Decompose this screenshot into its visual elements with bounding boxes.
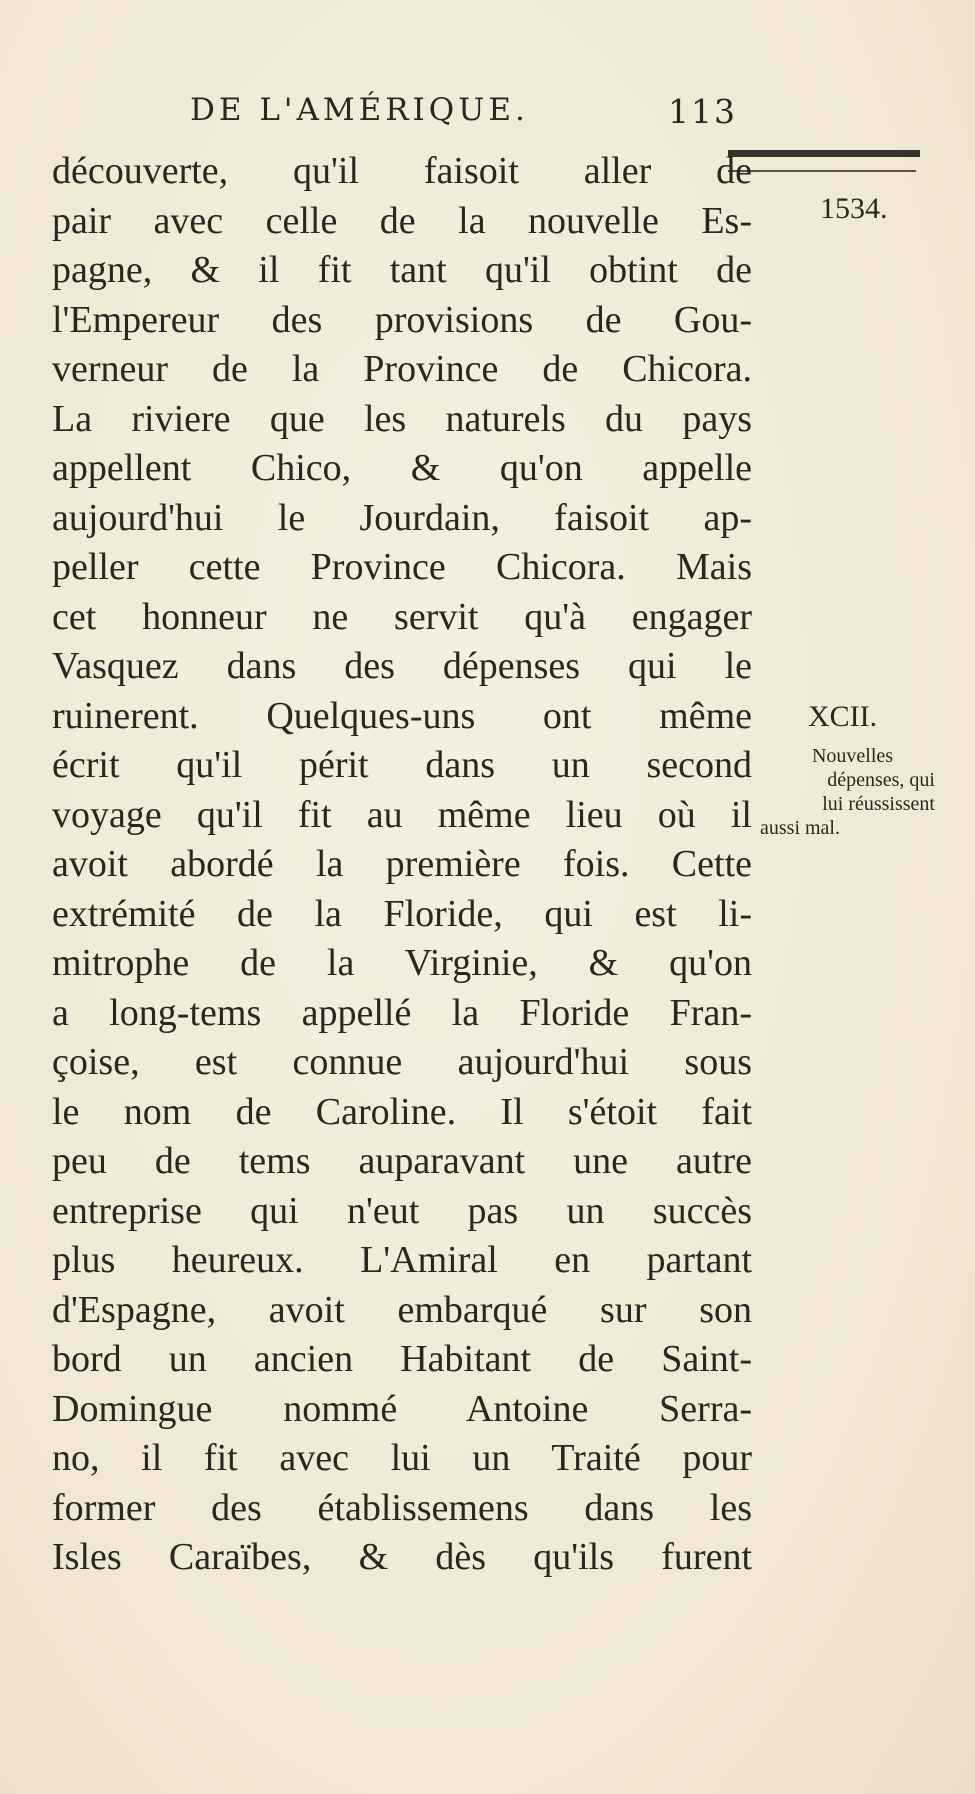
text-line: peller cette Province Chicora. Mais xyxy=(52,546,752,588)
margin-ornament-line xyxy=(728,170,916,172)
text-line: d'Espagne, avoit embarqué sur son xyxy=(52,1288,752,1331)
text-line: verneur de la Province de Chicora. xyxy=(52,348,752,390)
sidenote-line: aussi mal. xyxy=(760,817,840,839)
text-line: mitrophe de la Virginie, & qu'on xyxy=(52,942,752,984)
text-line: Vasquez dans des dépenses qui le xyxy=(52,645,752,687)
text-line: Domingue nommé Antoine Serra- xyxy=(52,1387,752,1430)
text-line: le nom de Caroline. Il s'étoit fait xyxy=(52,1090,752,1133)
sidenote-line: Nouvelles xyxy=(811,745,894,767)
text-line: avoit abordé la première fois. Cette xyxy=(52,843,752,885)
text-line: entreprise qui n'eut pas un succès xyxy=(52,1189,752,1232)
body-text xyxy=(52,147,752,1583)
page-number: 113 xyxy=(668,92,737,131)
text-line: a long-tems appellé la Floride Fran- xyxy=(52,991,752,1034)
text-line: former des établissemens dans les xyxy=(52,1486,752,1529)
text-line: çoise, est connue aujourd'hui sous xyxy=(52,1041,752,1083)
sidenote-line: lui réussissent xyxy=(822,793,935,815)
text-line: bord un ancien Habitant de Saint- xyxy=(52,1338,752,1380)
margin-sidenote xyxy=(760,744,935,840)
text-line: pair avec celle de la nouvelle Es- xyxy=(52,199,752,242)
sidenote-line: dépenses, qui xyxy=(827,769,935,791)
text-line: plus heureux. L'Amiral en partant xyxy=(52,1239,752,1281)
margin-section-number: XCII. xyxy=(808,700,878,733)
text-line: découverte, qu'il faisoit aller de xyxy=(52,150,752,192)
text-line: voyage qu'il fit au même lieu où il xyxy=(52,793,752,836)
text-line: cet honneur ne servit qu'à engager xyxy=(52,595,752,638)
text-line: pagne, & il fit tant qu'il obtint de xyxy=(52,249,752,291)
text-line: appellent Chico, & qu'on appelle xyxy=(52,447,752,489)
margin-ornament-rule xyxy=(728,150,920,157)
text-line: aujourd'hui le Jourdain, faisoit ap- xyxy=(52,496,752,539)
text-line: l'Empereur des provisions de Gou- xyxy=(52,298,752,341)
text-line: peu de tems auparavant une autre xyxy=(52,1140,752,1182)
text-line: extrémité de la Floride, qui est li- xyxy=(52,892,752,935)
text-line: La riviere que les naturels du pays xyxy=(52,397,752,440)
text-line: écrit qu'il périt dans un second xyxy=(52,744,752,786)
text-line: ruinerent. Quelques-uns ont même xyxy=(52,694,752,737)
running-head: DE L'AMÉRIQUE. xyxy=(190,92,529,128)
margin-year: 1534. xyxy=(820,192,888,225)
text-line: Isles Caraïbes, & dès qu'ils furent xyxy=(52,1536,752,1578)
text-line: no, il fit avec lui un Traité pour xyxy=(52,1437,752,1479)
